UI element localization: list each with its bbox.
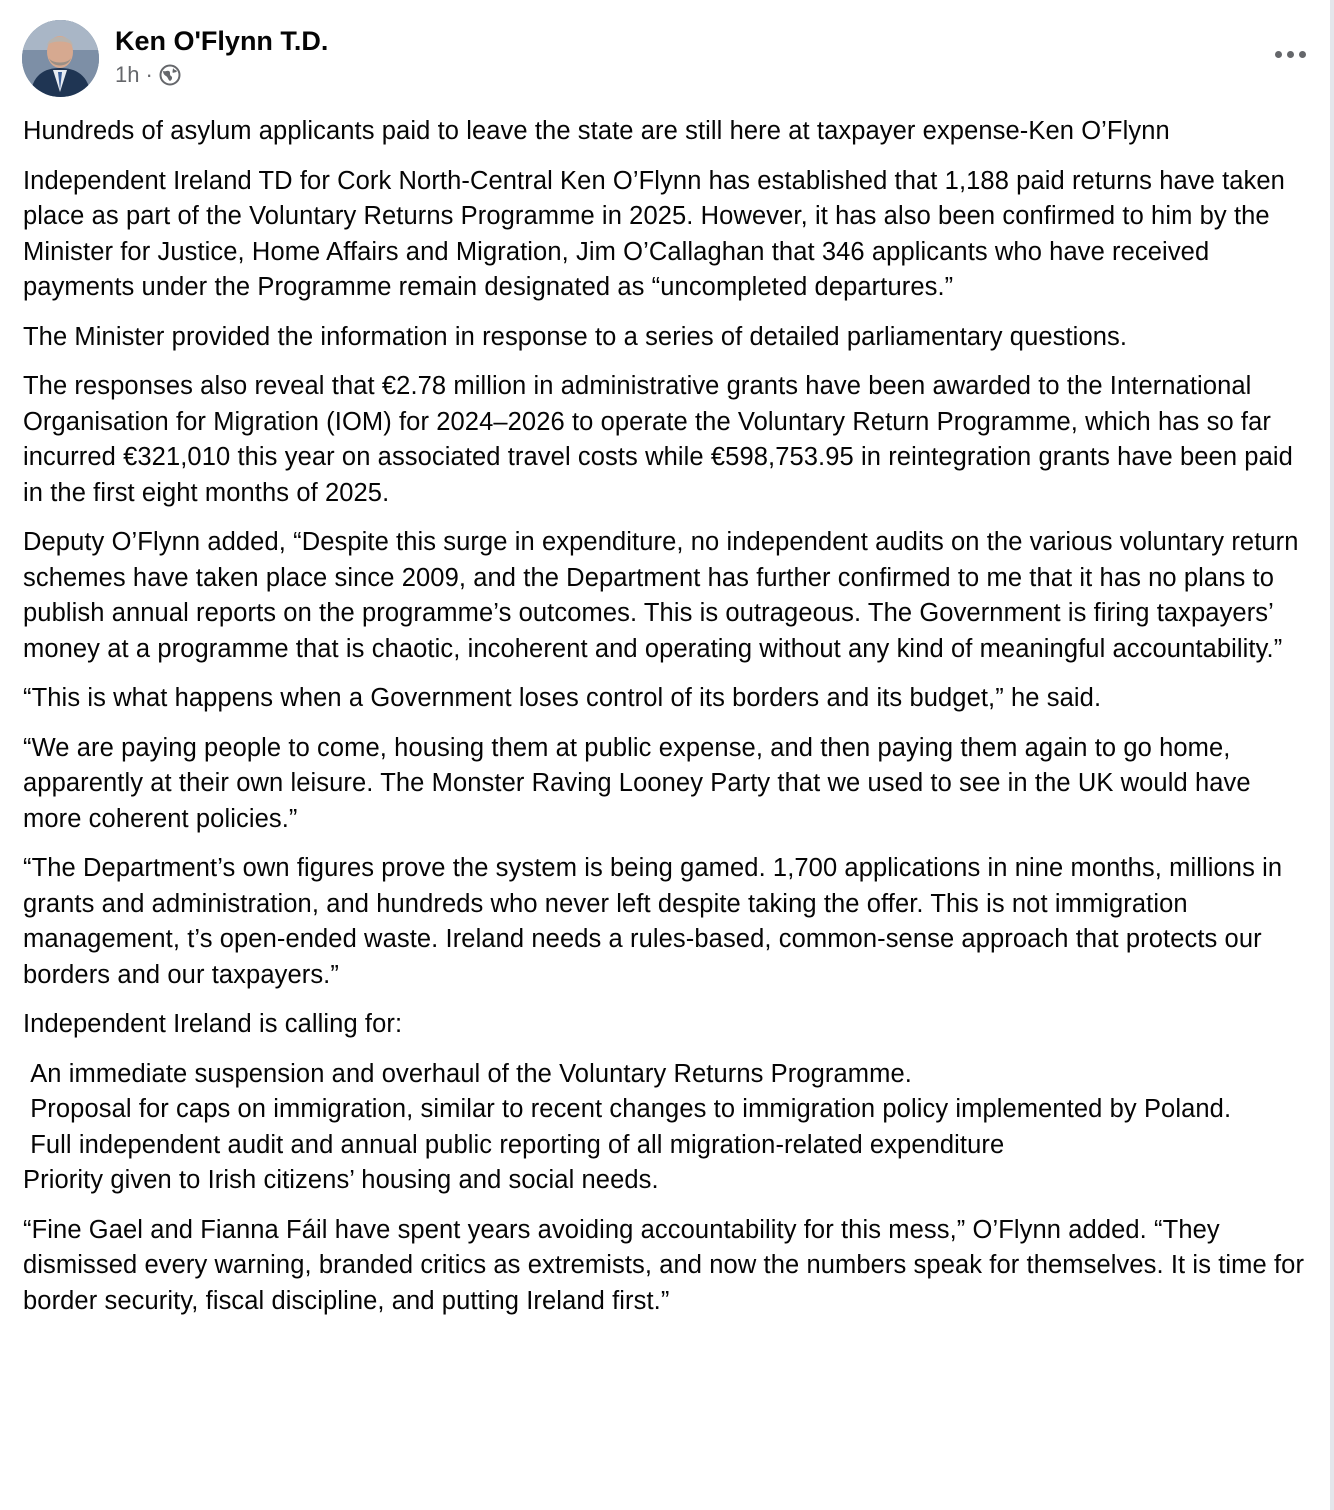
post-paragraph: “This is what happens when a Government loses control of its borders and its budget,” he said.: [23, 684, 1102, 712]
avatar[interactable]: [22, 20, 99, 97]
author-name[interactable]: Ken O'Flynn T.D.: [115, 26, 329, 56]
post-header: [22, 20, 1312, 100]
post-body: [23, 114, 1313, 1333]
scrollbar-edge: [1330, 0, 1334, 1510]
more-options-icon: [1299, 51, 1306, 58]
post-paragraph: “Fine Gael and Fianna Fáil have spent years avoiding accountability for this mess,” O’Flynn added. “They dismissed every warning, branded critics as extremists, and now the numbers speak for themselves. It is time for border security, fiscal discipline, and putting Ireland first.”: [23, 1215, 1305, 1315]
more-options-icon: [1275, 51, 1282, 58]
globe-icon[interactable]: [159, 64, 181, 86]
post-paragraph: “We are paying people to come, housing them at public expense, and then paying them again to go home, apparently at their own leisure. The Monster Raving Looney Party that we used to see in the UK would have more coherent policies.”: [23, 733, 1251, 833]
post-paragraph: The responses also reveal that €2.78 million in administrative grants have been awarded to the International Organisation for Migration (IOM) for 2024–2026 to operate the Voluntary Return Programme, which has so far incurred €321,010 this year on associated travel costs while €598,753.95 in reintegration grants have been paid in the first eight months of 2025.: [23, 372, 1293, 507]
demands-list: [23, 1057, 1313, 1199]
profile-photo: [22, 20, 99, 97]
post-paragraph: Independent Ireland TD for Cork North-Central Ken O’Flynn has established that 1,188 paid returns have taken place as part of the Voluntary Returns Programme in 2025. However, it has also been confirmed to him by the Minister for Justice, Home Affairs and Migration, Jim O’Callaghan that 346 applicants who have received payments under the Programme remain designated as “uncompleted departures.”: [23, 166, 1285, 301]
post-paragraph: Hundreds of asylum applicants paid to leave the state are still here at taxpayer expense-Ken O’Flynn: [23, 117, 1170, 145]
post-paragraph: The Minister provided the information in response to a series of detailed parliamentary questions.: [23, 322, 1128, 351]
list-item: Priority given to Irish citizens’ housing and social needs.: [23, 1166, 659, 1194]
meta-separator: ·: [145, 62, 153, 87]
post-time[interactable]: 1h: [115, 62, 140, 87]
more-options-icon: [1287, 51, 1294, 58]
list-item: Full independent audit and annual public reporting of all migration-related expenditure: [23, 1130, 1005, 1159]
post-meta: [115, 60, 181, 90]
post-paragraph: Deputy O’Flynn added, “Despite this surge in expenditure, no independent audits on the various voluntary return schemes have taken place since 2009, and the Department has further confirmed to me that it has no plans to publish annual reports on the programme’s outcomes. This is outrageous. The Government is firing taxpayers’ money at a programme that is chaotic, incoherent and operating without any kind of meaningful accountability.”: [23, 528, 1299, 663]
post-paragraph: Independent Ireland is calling for:: [23, 1010, 403, 1038]
list-item: An immediate suspension and overhaul of the Voluntary Returns Programme.: [23, 1059, 912, 1088]
more-options-button[interactable]: [1270, 42, 1310, 66]
post-paragraph: “The Department’s own figures prove the system is being gamed. 1,700 applications in nine months, millions in grants and administration, and hundreds who never left despite taking the offer. This is not immigration management, t’s open-ended waste. Ireland needs a rules-based, common-sense approach that protects our borders and our taxpayers.”: [23, 854, 1283, 989]
list-item: Proposal for caps on immigration, similar to recent changes to immigration policy implemented by Poland.: [23, 1095, 1232, 1123]
